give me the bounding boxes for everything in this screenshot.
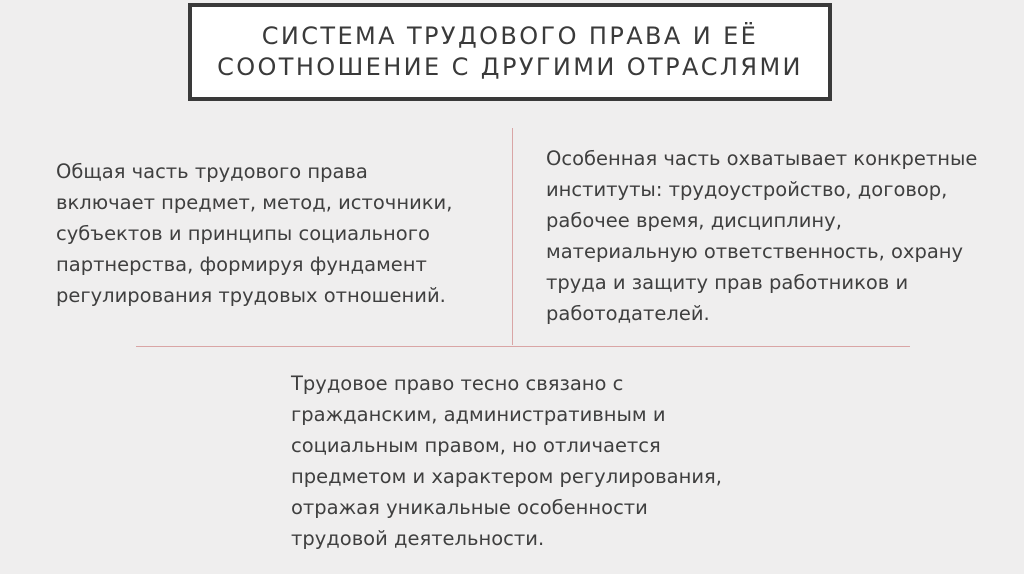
- text-line: Трудовое право тесно связано с: [291, 372, 624, 395]
- title-box: [188, 3, 832, 101]
- text-line: Особенная часть охватывает конкретные: [546, 147, 978, 170]
- text-line: работодателей.: [546, 302, 710, 325]
- slide-title-line-2: СООТНОШЕНИЕ С ДРУГИМИ ОТРАСЛЯМИ: [217, 53, 803, 81]
- text-line: социальным правом, но отличается: [291, 434, 661, 457]
- special-part-text: [546, 143, 977, 329]
- relation-text: [291, 368, 722, 554]
- text-line: регулирования трудовых отношений.: [56, 284, 446, 307]
- text-line: труда и защиту прав работников и: [546, 271, 909, 294]
- horizontal-divider: [136, 346, 910, 347]
- text-line: институты: трудоустройство, договор,: [546, 178, 948, 201]
- text-line: рабочее время, дисциплину,: [546, 209, 842, 232]
- text-line: субъектов и принципы социального: [56, 222, 430, 245]
- text-line: трудовой деятельности.: [291, 527, 545, 550]
- text-line: предметом и характером регулирования,: [291, 465, 722, 488]
- text-line: Общая часть трудового права: [56, 160, 368, 183]
- text-line: материальную ответственность, охрану: [546, 240, 964, 263]
- general-part-text: [56, 156, 452, 311]
- text-line: включает предмет, метод, источники,: [56, 191, 453, 214]
- slide-title-line-1: СИСТЕМА ТРУДОВОГО ПРАВА И ЕЁ: [261, 22, 759, 50]
- text-line: отражая уникальные особенности: [291, 496, 648, 519]
- text-line: гражданским, административным и: [291, 403, 666, 426]
- vertical-divider: [512, 128, 513, 345]
- text-line: партнерства, формируя фундамент: [56, 253, 427, 276]
